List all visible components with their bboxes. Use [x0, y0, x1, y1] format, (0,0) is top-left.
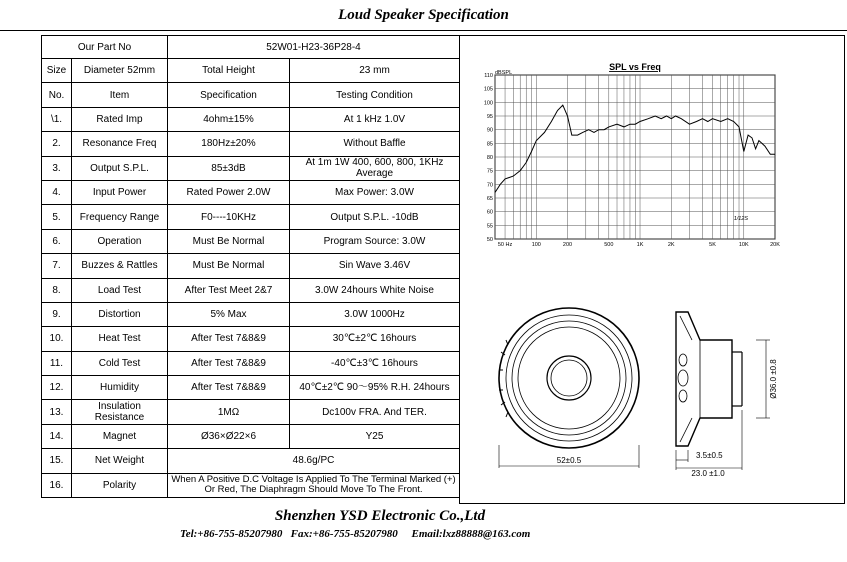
row-cond: Sin Wave 3.46V [290, 254, 460, 278]
table-row [42, 205, 460, 229]
row-item: Distortion [72, 302, 168, 326]
side-view [676, 312, 742, 446]
annotation: 1/12S [733, 215, 749, 222]
row-spec: 85±3dB [168, 156, 290, 180]
row-cond: At 1 kHz 1.0V [290, 107, 460, 131]
row-no: 8. [42, 278, 72, 302]
row-spec: 5% Max [168, 302, 290, 326]
front-view [499, 308, 639, 448]
header-item: Item [72, 83, 168, 107]
row-spec: After Test 7&8&9 [168, 376, 290, 400]
header-row [42, 83, 460, 107]
polarity-value: When A Positive D.C Voltage Is Applied To The Terminal Marked (+) Or Red, The Diaphragm Should Move To The Front. [168, 473, 460, 497]
company-name: Shenzhen YSD Electronic Co.,Ltd [274, 508, 486, 524]
row-no: 7. [42, 254, 72, 278]
tel: Tel:+86-755-85207980 [180, 528, 283, 540]
row-cond: Dc100v FRA. And TER. [290, 400, 460, 424]
row-cond: Output S.P.L. -10dB [290, 205, 460, 229]
row-spec: 1MΩ [168, 400, 290, 424]
row-no: 14. [42, 424, 72, 448]
dimension-lines [499, 340, 770, 470]
y-tick-label: 60 [486, 209, 493, 216]
y-tick-label: 110 [484, 73, 493, 79]
row-cond: 30℃±2℃ 16hours [290, 327, 460, 351]
row-spec: After Test 7&8&9 [168, 327, 290, 351]
polarity-item: Polarity [72, 473, 168, 497]
row-cond: Max Power: 3.0W [290, 180, 460, 204]
weight-row [42, 449, 460, 473]
size-diameter: Diameter 52mm [72, 59, 168, 83]
y-tick-label: 80 [486, 155, 493, 161]
row-item: Rated Imp [72, 107, 168, 131]
chart-title: SPL vs Freq [609, 62, 661, 72]
dim-width: 52±0.5 [556, 456, 582, 465]
dim-depth: 3.5±0.5 [696, 451, 723, 460]
size-height-label: Total Height [168, 59, 290, 83]
x-tick-label: 5K [709, 242, 716, 248]
row-no: 10. [42, 327, 72, 351]
y-tick-label: 90 [486, 127, 493, 134]
speaker-drawing [470, 300, 830, 480]
document-title: Loud Speaker Specification [338, 7, 509, 23]
table-row [42, 254, 460, 278]
part-label: Our Part No [42, 36, 168, 59]
row-cond: -40℃±3℃ 16hours [290, 351, 460, 375]
row-no: 4. [42, 180, 72, 204]
header-spec: Specification [168, 83, 290, 107]
y-tick-label: 55 [486, 223, 493, 230]
row-spec: After Test 7&8&9 [168, 351, 290, 375]
y-tick-label: 65 [486, 196, 493, 202]
row-item: Input Power [72, 180, 168, 204]
email: Email:lxz88888@163.com [411, 528, 531, 540]
row-item: Insulation Resistance [72, 400, 168, 424]
row-no: 9. [42, 302, 72, 326]
row-item: Magnet [72, 424, 168, 448]
x-tick-label: 100 [531, 242, 541, 248]
y-tick-label: 70 [486, 182, 493, 189]
row-spec: After Test Meet 2&7 [168, 278, 290, 302]
weight-no: 15. [42, 449, 72, 473]
table-row [42, 400, 460, 424]
row-spec: Must Be Normal [168, 254, 290, 278]
row-spec: Ø36×Ø22×6 [168, 424, 290, 448]
polarity-no: 16. [42, 473, 72, 497]
x-tick-label: 1K [636, 242, 644, 248]
row-item: Buzzes & Rattles [72, 254, 168, 278]
row-item: Operation [72, 229, 168, 253]
row-cond: Y25 [290, 424, 460, 448]
y-axis-label: dBSPL [495, 70, 513, 76]
row-no: 3. [42, 156, 72, 180]
polarity-row [42, 473, 460, 497]
row-no: 13. [42, 400, 72, 424]
row-cond: Without Baffle [290, 132, 460, 156]
y-tick-label: 105 [483, 86, 493, 93]
row-no: 12. [42, 376, 72, 400]
y-tick-label: 95 [486, 114, 493, 120]
table-row [42, 229, 460, 253]
y-tick-label: 75 [486, 168, 493, 175]
y-tick-label: 85 [486, 141, 493, 148]
spl-chart [471, 57, 780, 249]
title-rule [0, 30, 847, 31]
table-row [42, 327, 460, 351]
row-no: \1. [42, 107, 72, 131]
row-cond: 3.0W 1000Hz [290, 302, 460, 326]
x-tick-label: 20K [770, 242, 780, 248]
weight-value: 48.6g/PC [168, 449, 460, 473]
panel-divider [459, 35, 460, 504]
part-row [42, 36, 460, 59]
x-tick-label: 50 Hz [497, 242, 513, 248]
table-row [42, 302, 460, 326]
row-cond: 40℃±2℃ 90〜95% R.H. 24hours [290, 376, 460, 400]
dim-height: 23.0 ±1.0 [691, 469, 725, 478]
x-tick-label: 200 [562, 242, 573, 248]
table-row [42, 278, 460, 302]
spec-table [41, 35, 460, 498]
row-no: 2. [42, 132, 72, 156]
size-row [42, 59, 460, 83]
table-row [42, 156, 460, 180]
row-cond: Program Source: 3.0W [290, 229, 460, 253]
table-row [42, 132, 460, 156]
table-row [42, 351, 460, 375]
row-no: 5. [42, 205, 72, 229]
size-height-value: 23 mm [290, 59, 460, 83]
row-item: Output S.P.L. [72, 156, 168, 180]
row-item: Load Test [72, 278, 168, 302]
weight-item: Net Weight [72, 449, 168, 473]
row-cond: At 1m 1W 400, 600, 800, 1KHz Average [290, 156, 460, 180]
x-tick-label: 10K [738, 242, 749, 248]
table-row [42, 424, 460, 448]
dim-diameter: Ø36.0 ±0.8 [769, 359, 778, 399]
x-tick-label: 2K [667, 242, 675, 248]
x-tick-label: 500 [604, 242, 614, 248]
row-item: Heat Test [72, 327, 168, 351]
row-item: Cold Test [72, 351, 168, 375]
y-tick-label: 100 [483, 100, 493, 107]
row-cond: 3.0W 24hours White Noise [290, 278, 460, 302]
part-value: 52W01-H23-36P28-4 [168, 36, 460, 59]
row-spec: 180Hz±20% [168, 132, 290, 156]
header-cond: Testing Condition [290, 83, 460, 107]
contact-line [180, 528, 530, 540]
table-row [42, 376, 460, 400]
row-spec: Rated Power 2.0W [168, 180, 290, 204]
row-no: 11. [42, 351, 72, 375]
size-label: Size [42, 59, 72, 83]
row-spec: 4ohm±15% [168, 107, 290, 131]
y-tick-label: 50 [486, 237, 493, 243]
row-spec: F0----10KHz [168, 205, 290, 229]
fax: Fax:+86-755-85207980 [290, 528, 398, 540]
table-row [42, 107, 460, 131]
header-no: No. [42, 83, 72, 107]
row-spec: Must Be Normal [168, 229, 290, 253]
table-row [42, 180, 460, 204]
row-item: Resonance Freq [72, 132, 168, 156]
row-no: 6. [42, 229, 72, 253]
row-item: Frequency Range [72, 205, 168, 229]
row-item: Humidity [72, 376, 168, 400]
